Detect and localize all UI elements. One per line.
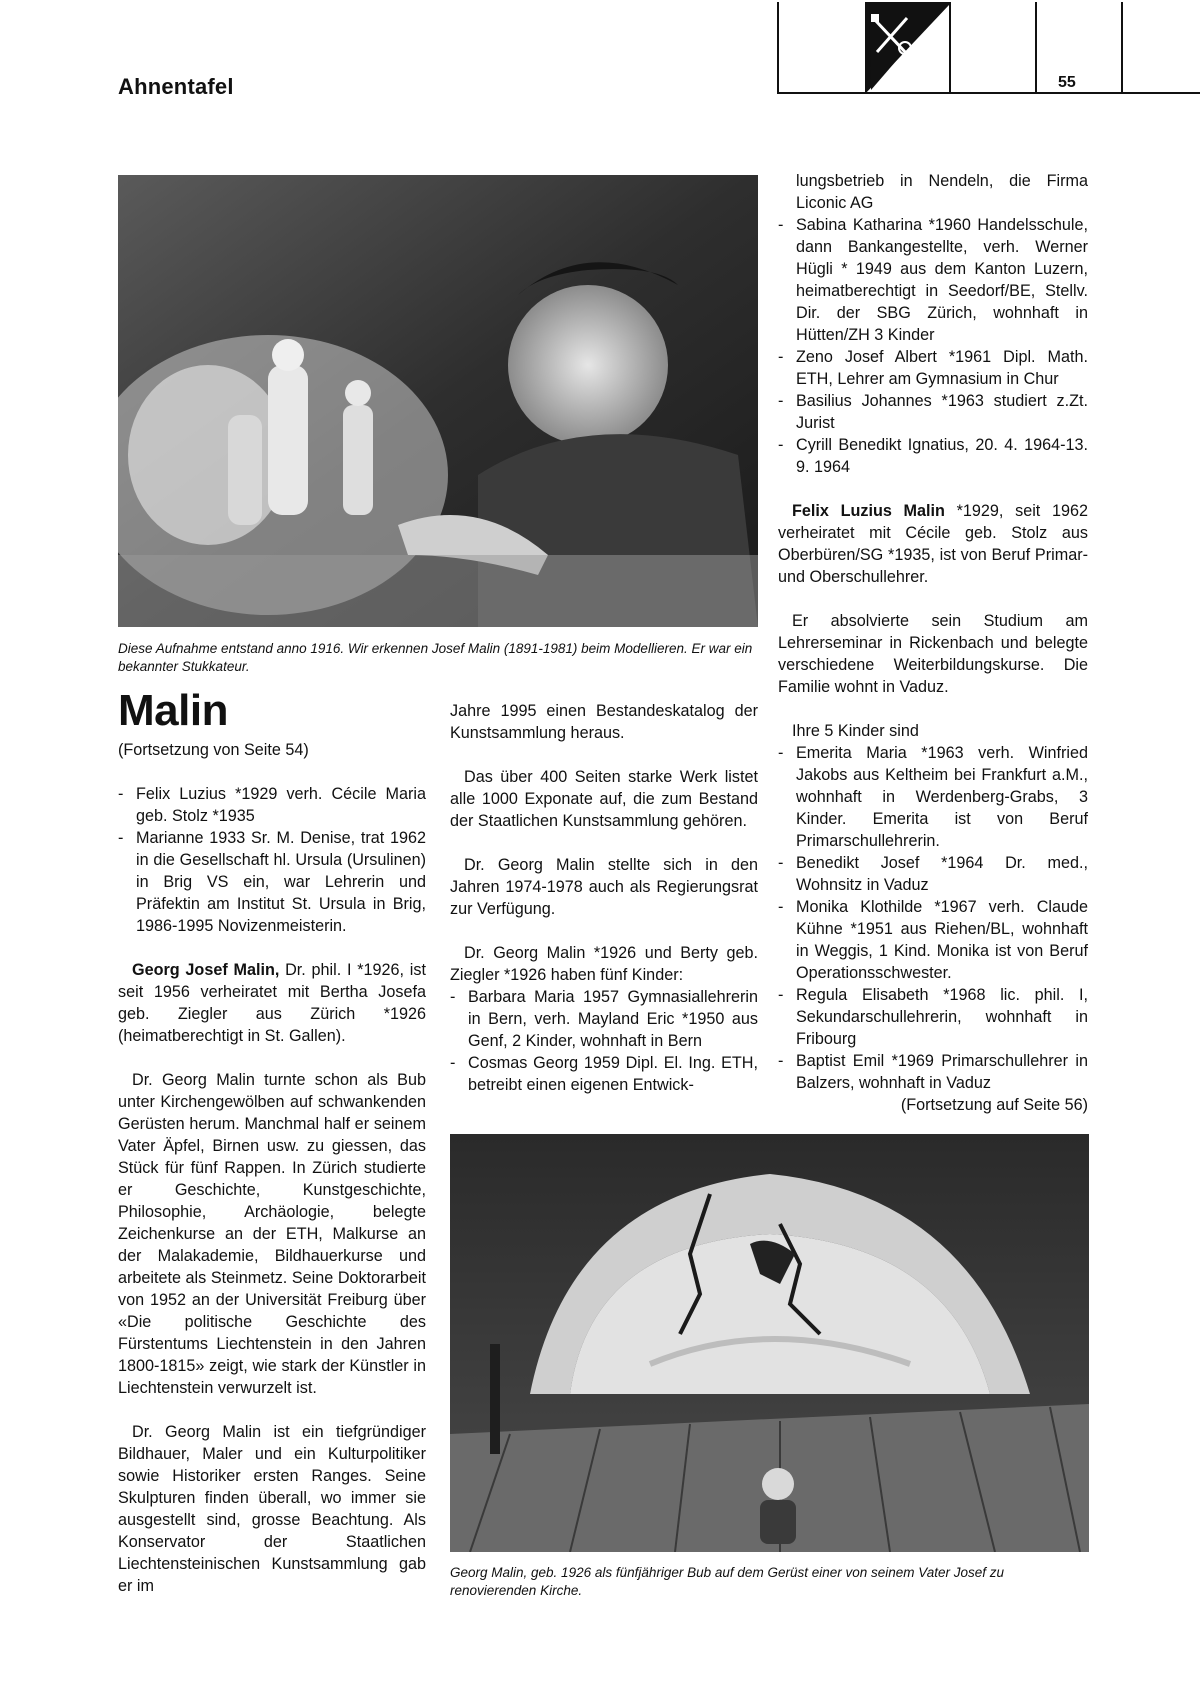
- header-grid: [777, 2, 1200, 94]
- photo-georg-scaffold-image: [450, 1134, 1089, 1552]
- section-title: Ahnentafel: [118, 74, 234, 99]
- continued-note: (Fortsetzung auf Seite 56): [900, 1096, 1088, 1114]
- list-georg-children: [450, 986, 758, 1096]
- list-item: - Regula Elisabeth *1968 lic. phil. I, Sekundarschullehrerin, wohnhaft in Fribourg: [778, 984, 1088, 1050]
- list-item: - Sabina Katharina *1960 Handelsschule, dann Bankangestellte, verh. Werner Hügli * 1949 aus dem Kanton Luzern, heimatberechtigt in Seedorf/BE, Stellv. Dir. der SBG Zürich, wohnhaft in Hütten/ZH 3 Kinder: [778, 214, 1088, 346]
- page-number: 55: [1058, 74, 1076, 91]
- paragraph-studium: Er absolvierte sein Studium am Lehrerseminar in Rickenbach und belegte verschiedene Weiterbildungskurse. Die Familie wohnt in Vaduz.: [778, 612, 1088, 696]
- photo-georg-scaffold: [450, 1134, 1089, 1552]
- list-item: - Cosmas Georg 1959 Dipl. El. Ing. ETH, betreibt einen eigenen Entwick-: [450, 1052, 758, 1096]
- photo-josef-modelling-image: [118, 175, 758, 627]
- list-item: - Monika Klothilde *1967 verh. Claude Kühne *1951 aus Riehen/BL, wohnhaft in Weggis, 1 Kind. Monika ist von Beruf Operationsschwester.: [778, 896, 1088, 984]
- felix-text: *1929, seit 1962 verheiratet mit Cécile geb. Stolz aus Oberbüren/SG *1935, ist von Beruf Primar- und Oberschullehrer.: [778, 502, 1088, 586]
- list-felix-children: [778, 742, 1088, 1094]
- header-cell: [951, 2, 1037, 94]
- list-item: - Zeno Josef Albert *1961 Dipl. Math. ETH, Lehrer am Gymnasium in Chur: [778, 346, 1088, 390]
- list-item: - Emerita Maria *1963 verh. Winfried Jakobs aus Keltheim bei Frankfurt a.M., wohnhaft in Werdenberg-Grabs, 3 Kinder. Emerita ist von Beruf Primarschullehrerin.: [778, 742, 1088, 852]
- felix-intro: [778, 500, 1088, 588]
- paragraph-kinder-intro: Dr. Georg Malin *1926 und Berty geb. Ziegler *1926 haben fünf Kinder:: [450, 944, 758, 984]
- article-title: Malin: [118, 686, 228, 735]
- paragraph-werk: Das über 400 Seiten starke Werk listet alle 1000 Exponate auf, die zum Bestand der Staatlichen Kunstsammlung gehören.: [450, 768, 758, 830]
- list-item: - Barbara Maria 1957 Gymnasiallehrerin in Bern, verh. Mayland Eric *1950 aus Genf, 2 Kinder, wohnhaft in Bern: [450, 986, 758, 1052]
- paragraph-felix-kids-intro: Ihre 5 Kinder sind: [792, 722, 919, 740]
- list-item: - Basilius Johannes *1963 studiert z.Zt. Jurist: [778, 390, 1088, 434]
- georg-intro: [118, 959, 426, 1047]
- list-children-josef: [118, 783, 426, 937]
- paragraph-bub: Dr. Georg Malin turnte schon als Bub unter Kirchengewölben auf schwankenden Gerüsten herum. Manchmal half er seinem Vater Äpfel, Birnen usw. zu giessen, das Stück für fünf Rappen. In Zürich studierte er Geschichte, Kunstgeschichte, Philosophie, Archäologie, belegte Zeichenkurse an der ETH, Malkurse an der Malakademie, Bildhauerkurse und arbeitete als Steinmetz. Seine Doktorarbeit von 1952 an der Universität Freiburg über «Die politische Geschichte des Fürstentums Liechtenstein in den Jahren 1800-1815» zeigt, wie stark der Künstler in Liechtenstein verwurzelt ist.: [118, 1071, 426, 1397]
- photo-josef-modelling: [118, 175, 758, 627]
- georg-name: Georg Josef Malin,: [132, 961, 280, 979]
- georg-text: Dr. phil. I *1926, ist seit 1956 verheiratet mit Bertha Josefa geb. Ziegler aus Zürich *1926 (heimatberechtigt in St. Gallen).: [118, 961, 426, 1045]
- header-rule: [779, 92, 1200, 94]
- list-item: - Benedikt Josef *1964 Dr. med., Wohnsitz in Vaduz: [778, 852, 1088, 896]
- column-1: [118, 739, 426, 1619]
- article-subtitle: (Fortsetzung von Seite 54): [118, 741, 309, 759]
- paragraph-continued: lungsbetrieb in Nendeln, die Firma Liconic AG: [796, 172, 1088, 212]
- column-2: [450, 700, 758, 1096]
- header-cell: [1123, 2, 1200, 94]
- felix-name: Felix Luzius Malin: [792, 502, 945, 520]
- crossed-tools-icon: [779, 2, 949, 94]
- paragraph-regierung: Dr. Georg Malin stellte sich in den Jahren 1974-1978 auch als Regierungsrat zur Verfügung.: [450, 856, 758, 918]
- photo-georg-caption: Georg Malin, geb. 1926 als fünfjähriger Bub auf dem Gerüst einer von seinem Vater Josef zu renovierenden Kirche.: [450, 1565, 1005, 1598]
- photo-josef-caption: Diese Aufnahme entstand anno 1916. Wir erkennen Josef Malin (1891-1981) beim Modellieren. Er war ein bekannter Stukkateur.: [118, 641, 753, 674]
- list-item: - Marianne 1933 Sr. M. Denise, trat 1962 in die Gesellschaft hl. Ursula (Ursulinen) in Brig VS ein, war Lehrerin und Präfektin am Institut St. Ursula in Brig, 1986-1995 Novizenmeisterin.: [118, 827, 426, 937]
- column-3: [778, 170, 1088, 1116]
- paragraph-bildhauer: Dr. Georg Malin ist ein tiefgründiger Bildhauer, Maler und ein Kulturpolitiker sowie Historiker ersten Ranges. Seine Skulpturen finden überall, wo immer sie ausgestellt sind, grosse Beachtung. Als Konservator der Staatlichen Liechtensteinischen Kunstsammlung gab er im: [118, 1423, 426, 1595]
- list-item: - Cyrill Benedikt Ignatius, 20. 4. 1964-13. 9. 1964: [778, 434, 1088, 478]
- list-georg-children-2: [778, 214, 1088, 478]
- header-cell: [1037, 2, 1123, 94]
- list-item: - Baptist Emil *1969 Primarschullehrer in Balzers, wohnhaft in Vaduz: [778, 1050, 1088, 1094]
- paragraph-jahre: Jahre 1995 einen Bestandeskatalog der Kunstsammlung heraus.: [450, 702, 758, 742]
- list-item: - Felix Luzius *1929 verh. Cécile Maria geb. Stolz *1935: [118, 783, 426, 827]
- header-emblem-cell: [779, 2, 951, 94]
